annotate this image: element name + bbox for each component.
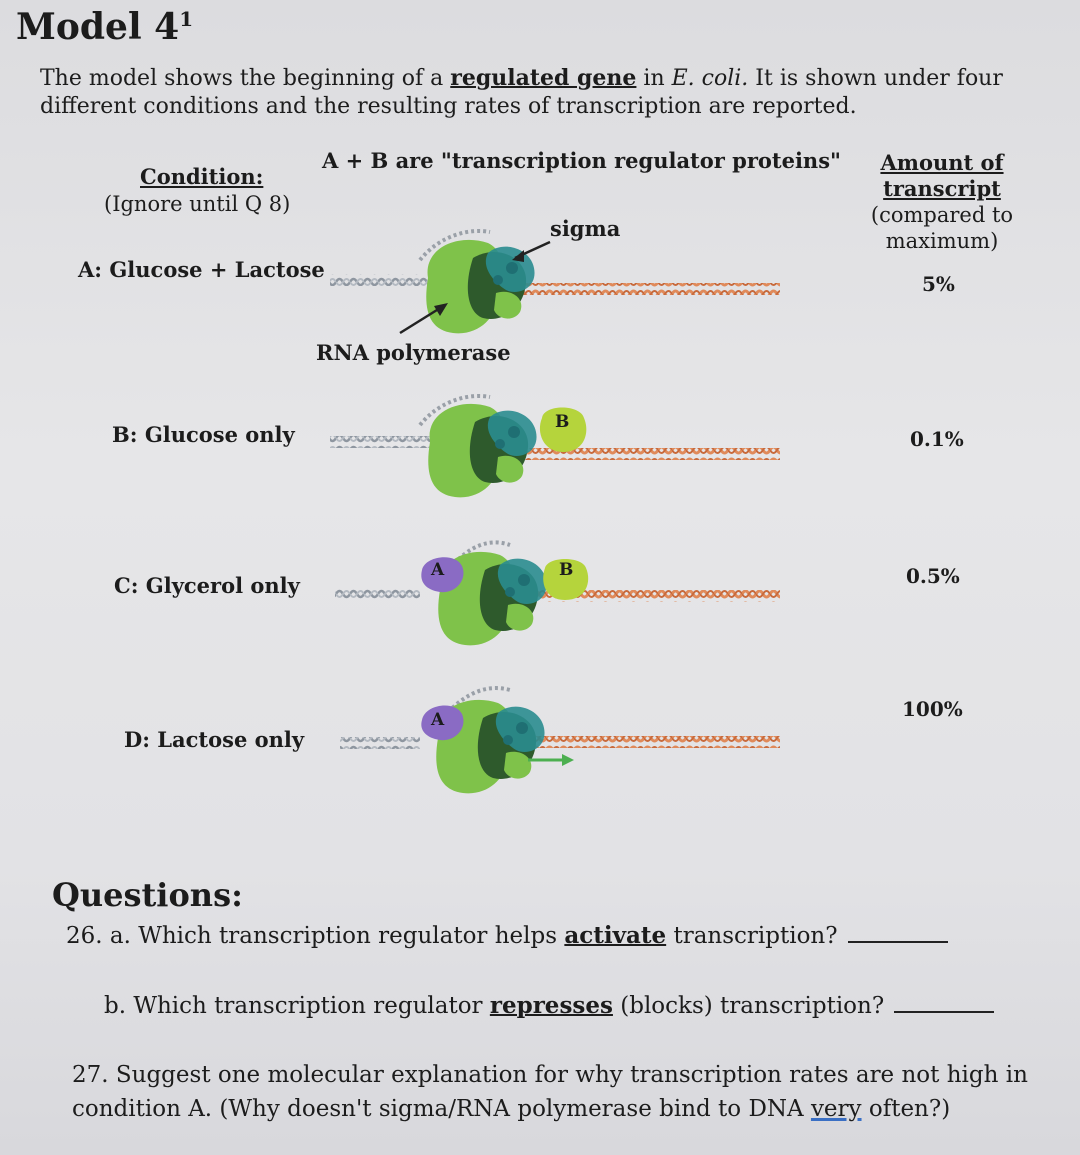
answer-blank-26b[interactable] bbox=[894, 1011, 994, 1013]
condition-note: (Ignore until Q 8) bbox=[104, 192, 291, 216]
q26b-keyword: represses bbox=[489, 992, 613, 1019]
row-c-diagram bbox=[335, 542, 780, 645]
condition-d-label: D: Lactose only bbox=[124, 727, 305, 752]
answer-blank-26a[interactable] bbox=[848, 941, 948, 943]
q26a-keyword: activate bbox=[564, 922, 667, 949]
rna-polymerase-label: RNA polymerase bbox=[316, 340, 511, 365]
sigma-label: sigma bbox=[550, 216, 621, 241]
amount-b: 0.1% bbox=[910, 427, 964, 451]
condition-c-label: C: Glycerol only bbox=[114, 573, 300, 598]
row-d-diagram bbox=[340, 688, 780, 793]
protein-a-label-row-c: A bbox=[431, 560, 445, 580]
amount-c: 0.5% bbox=[906, 564, 960, 588]
protein-b-label-row-b: B bbox=[555, 412, 570, 432]
question-27: 27. Suggest one molecular explanation for why transcription rates are not high in condition A. (Why doesn't sigma/RNA polymerase bind to DNA very often?) bbox=[72, 1062, 1028, 1122]
question-26b: b. Which transcription regulator represses (blocks) transcription? bbox=[104, 992, 994, 1019]
condition-a-label: A: Glucose + Lactose bbox=[78, 257, 325, 282]
protein-b-label-row-c: B bbox=[559, 560, 574, 580]
condition-b-label: B: Glucose only bbox=[112, 422, 295, 447]
questions-heading: Questions: bbox=[52, 876, 243, 914]
intro-paragraph: The model shows the beginning of a regulated gene in E. coli. It is shown under four different conditions and the resulting rates of transcription are reported. bbox=[40, 65, 1003, 119]
question-26a: 26. a. Which transcription regulator helps activate transcription? bbox=[66, 922, 948, 949]
amount-a: 5% bbox=[922, 272, 955, 296]
protein-a-label-row-d: A bbox=[431, 710, 445, 730]
condition-header: Condition: bbox=[140, 164, 264, 189]
regulators-note: A + B are "transcription regulator proteins" bbox=[322, 148, 841, 173]
amount-header: Amount of transcript (compared to maximum) bbox=[870, 150, 1014, 253]
q27-keyword: very bbox=[810, 1096, 862, 1122]
model-title: Model $4^1$ bbox=[16, 6, 194, 48]
footnote-mark: 1 bbox=[179, 7, 194, 31]
amount-d: 100% bbox=[902, 697, 963, 721]
intro-regulated-gene: regulated gene bbox=[450, 65, 637, 91]
row-a-diagram bbox=[330, 231, 780, 333]
